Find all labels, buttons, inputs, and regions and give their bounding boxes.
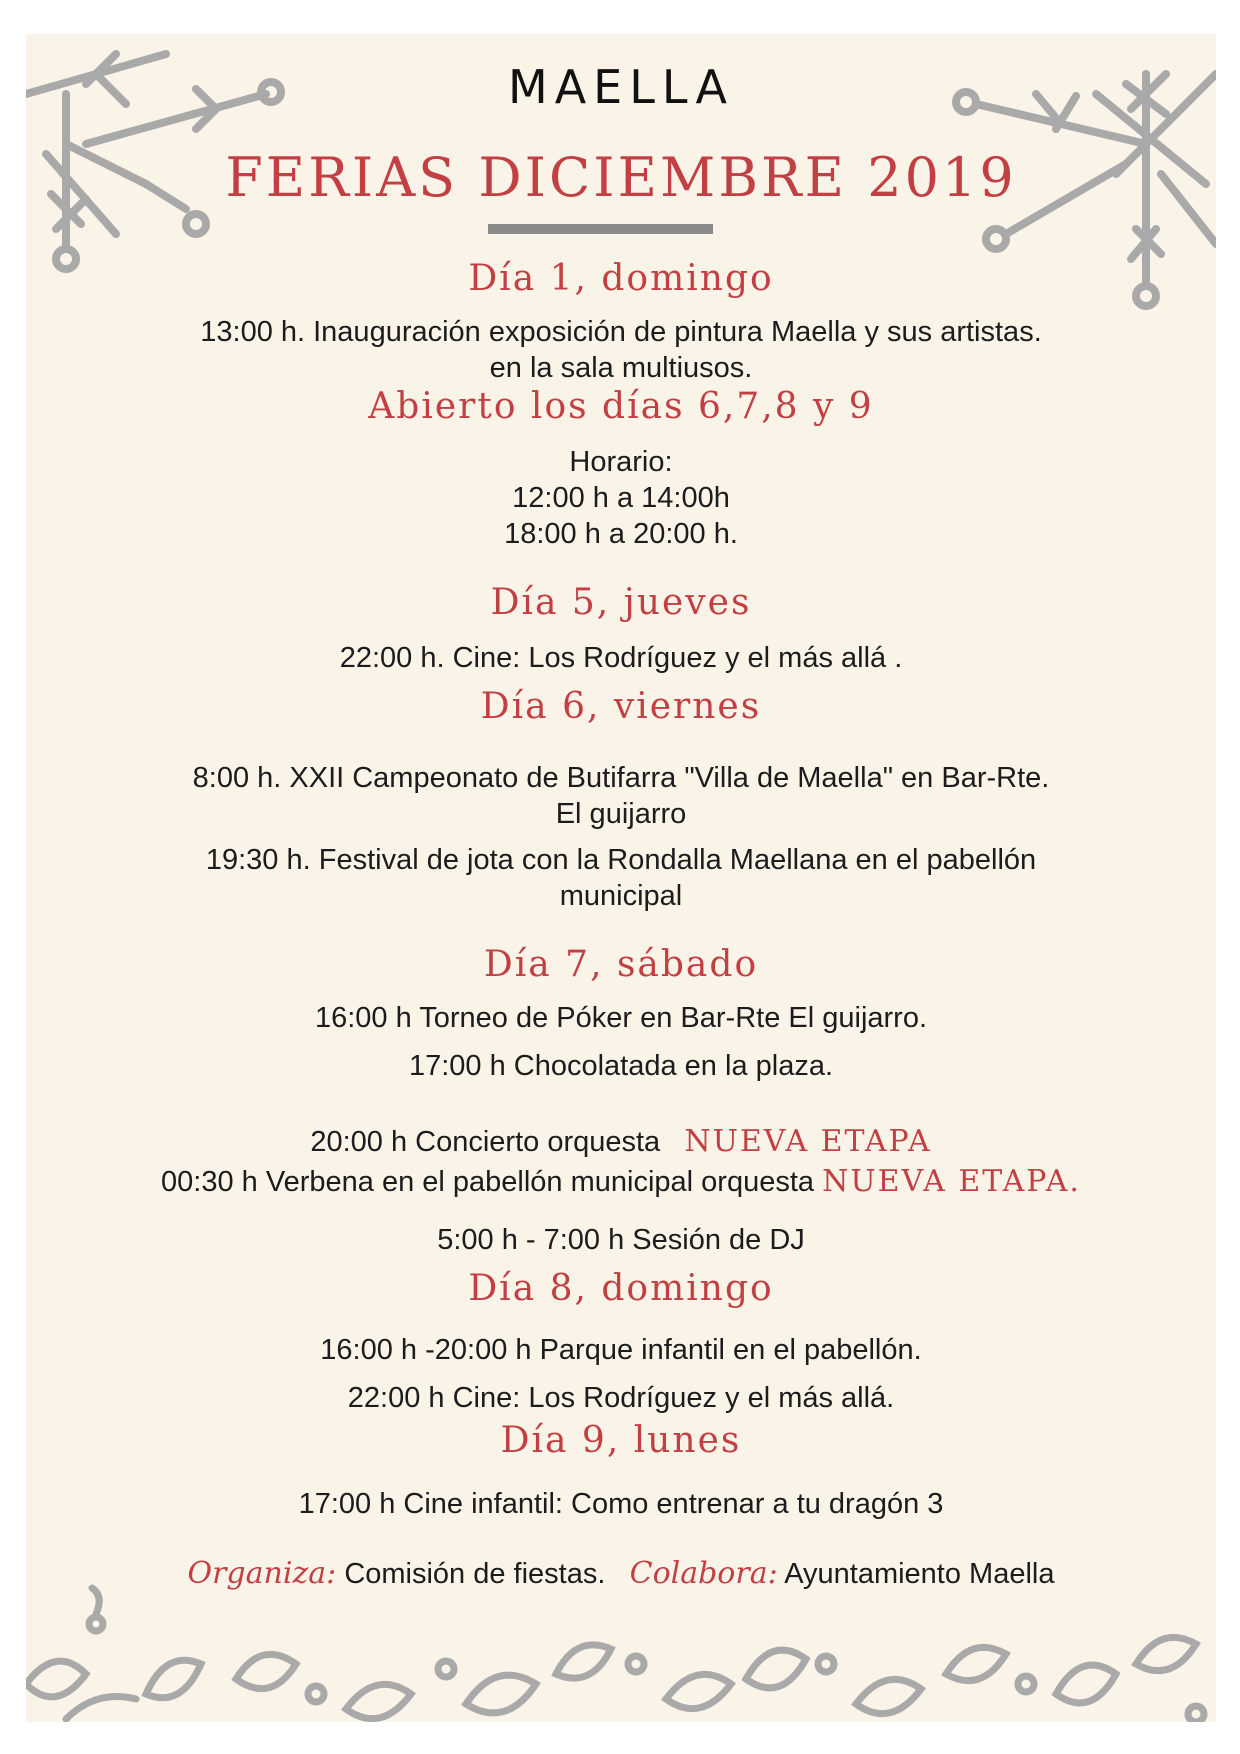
event-line: municipal [559, 880, 683, 912]
event-line: El guijarro [555, 798, 687, 830]
event-line: 19:30 h. Festival de jota con la Rondalla Maellana en el pabellón [205, 844, 1037, 876]
event-line [26, 1124, 1216, 1160]
event-line: 16:00 h Torneo de Póker en Bar-Rte El guijarro. [314, 1002, 928, 1034]
town-name: MAELLA [508, 60, 734, 114]
event-text: 20:00 h Concierto orquesta [310, 1126, 661, 1158]
title-divider [488, 224, 713, 234]
event-line: 5:00 h - 7:00 h Sesión de DJ [437, 1224, 805, 1256]
event-line: 22:00 h Cine: Los Rodríguez y el más allá. [347, 1382, 895, 1414]
colabora-value: Ayuntamiento Maella [784, 1558, 1055, 1590]
event-line: 8:00 h. XXII Campeonato de Butifarra "Villa de Maella" en Bar-Rte. [192, 762, 1050, 794]
event-line: 13:00 h. Inauguración exposición de pintura Maella y sus artistas. [200, 316, 1042, 348]
band-name: NUEVA ETAPA. [822, 1164, 1081, 1199]
event-line: 17:00 h Chocolatada en la plaza. [408, 1050, 834, 1082]
event-line: 17:00 h Cine infantil: Como entrenar a tu dragón 3 [298, 1488, 944, 1520]
organiza-value: Comisión de fiestas. [344, 1558, 606, 1590]
event-line: en la sala multiusos. [489, 352, 753, 384]
day8-heading: Día 8, domingo [468, 1268, 774, 1309]
band-name: NUEVA ETAPA [684, 1124, 932, 1159]
event-text: 00:30 h Verbena en el pabellón municipal orquesta [161, 1166, 815, 1198]
organiza-label: Organiza: [187, 1556, 337, 1591]
event-line: 16:00 h -20:00 h Parque infantil en el pabellón. [320, 1334, 922, 1366]
credits [26, 1556, 1216, 1592]
poster [26, 34, 1216, 1722]
exhibition-heading: Abierto los días 6,7,8 y 9 [368, 386, 874, 427]
day7-heading: Día 7, sábado [483, 944, 759, 985]
day9-heading: Día 9, lunes [500, 1420, 742, 1461]
colabora-label: Colabora: [629, 1556, 778, 1591]
leaf-branch-icon [26, 1584, 1216, 1722]
day6-heading: Día 6, viernes [480, 686, 762, 727]
event-line: 22:00 h. Cine: Los Rodríguez y el más allá . [339, 642, 903, 674]
schedule-slot: 12:00 h a 14:00h [512, 482, 730, 514]
day1-heading: Día 1, domingo [468, 258, 774, 299]
day5-heading: Día 5, jueves [490, 582, 752, 623]
schedule-slot: 18:00 h a 20:00 h. [504, 518, 738, 550]
schedule-label: Horario: [569, 446, 673, 478]
event-line [26, 1164, 1216, 1200]
poster-title: FERIAS DICIEMBRE 2019 [225, 146, 1017, 209]
